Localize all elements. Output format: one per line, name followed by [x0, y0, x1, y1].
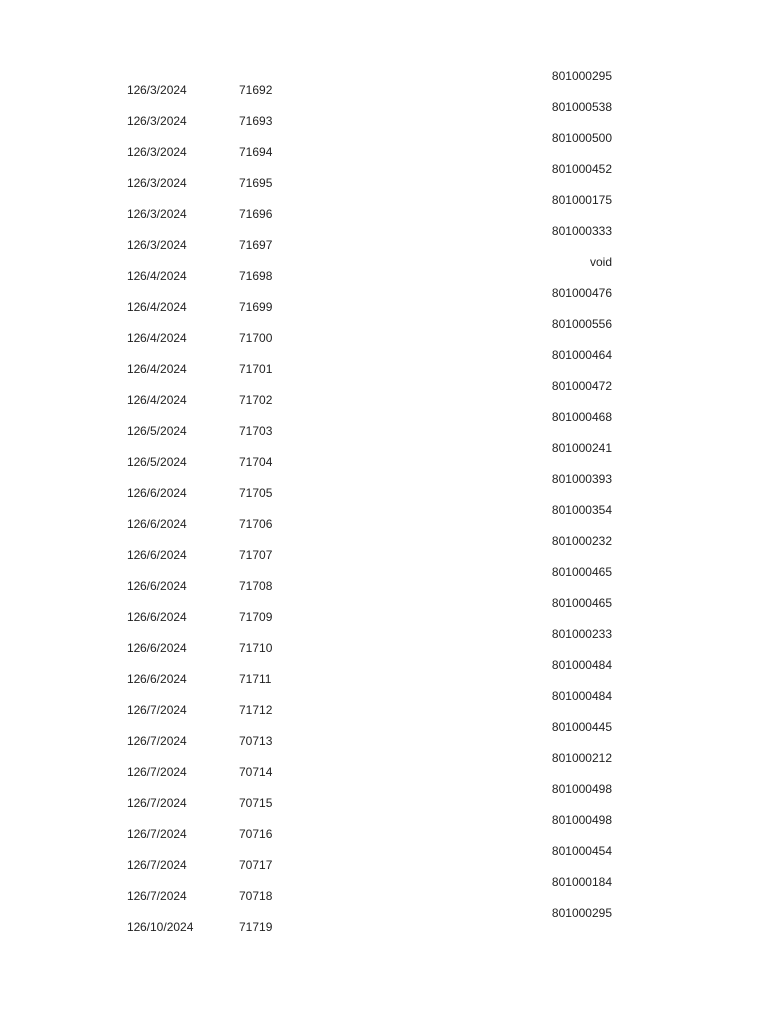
table-row: [0, 889, 320, 920]
check-number-cell: 71702: [239, 393, 273, 407]
account-id-cell: 801000354: [551, 503, 612, 517]
table-row: [0, 641, 320, 672]
account-id-cell: 801000232: [551, 534, 612, 548]
period-cell: 12: [127, 238, 141, 252]
table-row: [0, 176, 320, 207]
account-id-cell: 801000498: [551, 782, 612, 796]
table-row: [0, 269, 320, 300]
period-cell: 12: [127, 300, 141, 314]
period-cell: 12: [127, 641, 141, 655]
date-cell: 6/6/2024: [140, 548, 187, 562]
account-id-cell: 801000454: [551, 844, 612, 858]
date-cell: 6/7/2024: [140, 889, 187, 903]
check-number-cell: 70716: [239, 827, 273, 841]
period-cell: 12: [127, 145, 141, 159]
date-cell: 6/4/2024: [140, 300, 187, 314]
account-id-cell: 801000538: [551, 100, 612, 114]
table-row: [0, 83, 320, 114]
date-cell: 6/6/2024: [140, 641, 187, 655]
period-cell: 12: [127, 796, 141, 810]
table-row: [0, 672, 320, 703]
date-cell: 6/3/2024: [140, 176, 187, 190]
table-row: [0, 486, 320, 517]
check-number-cell: 71707: [239, 548, 273, 562]
table-row: [0, 393, 320, 424]
account-id-cell: 801000465: [551, 596, 612, 610]
check-number-cell: 71698: [239, 269, 273, 283]
check-number-cell: 71712: [239, 703, 273, 717]
period-cell: 12: [127, 703, 141, 717]
check-number-cell: 71693: [239, 114, 273, 128]
table-row: [0, 858, 320, 889]
date-cell: 6/6/2024: [140, 672, 187, 686]
check-number-cell: 71694: [239, 145, 273, 159]
table-row: [0, 145, 320, 176]
account-id-cell: 801000476: [551, 286, 612, 300]
check-number-cell: 71696: [239, 207, 273, 221]
check-number-cell: 71711: [239, 672, 272, 686]
date-cell: 6/7/2024: [140, 703, 187, 717]
table-row: [0, 455, 320, 486]
period-cell: 12: [127, 269, 141, 283]
check-number-cell: 70715: [239, 796, 273, 810]
check-number-cell: 71705: [239, 486, 273, 500]
account-id-cell: 801000175: [551, 193, 612, 207]
date-cell: 6/4/2024: [140, 269, 187, 283]
date-cell: 6/7/2024: [140, 734, 187, 748]
period-cell: 12: [127, 424, 141, 438]
check-number-cell: 70713: [239, 734, 273, 748]
date-cell: 6/3/2024: [140, 238, 187, 252]
table-row: [0, 765, 320, 796]
account-id-cell: 801000468: [551, 410, 612, 424]
period-cell: 12: [127, 734, 141, 748]
account-id-cell: 801000445: [551, 720, 612, 734]
period-cell: 12: [127, 548, 141, 562]
period-cell: 12: [127, 331, 141, 345]
table-row: [0, 920, 320, 951]
table-row: [0, 548, 320, 579]
check-number-cell: 70718: [239, 889, 273, 903]
table-row: [0, 238, 320, 269]
check-number-cell: 71695: [239, 176, 273, 190]
account-id-cell: 801000241: [551, 441, 612, 455]
account-id-cell: 801000295: [551, 69, 612, 83]
check-number-cell: 71706: [239, 517, 273, 531]
date-cell: 6/6/2024: [140, 486, 187, 500]
account-id-cell: 801000500: [551, 131, 612, 145]
date-cell: 6/7/2024: [140, 765, 187, 779]
date-cell: 6/6/2024: [140, 517, 187, 531]
check-number-cell: 71700: [239, 331, 273, 345]
table-row: [0, 734, 320, 765]
date-cell: 6/4/2024: [140, 331, 187, 345]
account-id-cell: 801000333: [551, 224, 612, 238]
check-number-cell: 71704: [239, 455, 273, 469]
table-row: [0, 703, 320, 734]
table-row: [0, 579, 320, 610]
period-cell: 12: [127, 858, 141, 872]
table-row: [0, 827, 320, 858]
table-row: [0, 300, 320, 331]
table-row: [0, 114, 320, 145]
table-row: [0, 610, 320, 641]
check-number-cell: 71708: [239, 579, 273, 593]
account-id-cell: 801000464: [551, 348, 612, 362]
account-id-cell: void: [589, 255, 612, 269]
period-cell: 12: [127, 114, 141, 128]
date-cell: 6/7/2024: [140, 858, 187, 872]
table-row: [0, 796, 320, 827]
period-cell: 12: [127, 827, 141, 841]
date-cell: 6/6/2024: [140, 579, 187, 593]
account-id-cell: 801000295: [551, 906, 612, 920]
date-cell: 6/3/2024: [140, 83, 187, 97]
date-cell: 6/5/2024: [140, 424, 187, 438]
check-number-cell: 71692: [239, 83, 273, 97]
table-row: [0, 362, 320, 393]
account-id-cell: 801000184: [551, 875, 612, 889]
period-cell: 12: [127, 889, 141, 903]
check-number-cell: 70714: [239, 765, 273, 779]
table-row: [0, 207, 320, 238]
date-cell: 6/7/2024: [140, 796, 187, 810]
date-cell: 6/3/2024: [140, 145, 187, 159]
account-id-column: [500, 69, 612, 937]
date-cell: 6/3/2024: [140, 207, 187, 221]
account-id-cell: 801000452: [551, 162, 612, 176]
account-id-cell: 801000393: [551, 472, 612, 486]
check-register-rows: [0, 83, 320, 951]
check-number-cell: 71719: [239, 920, 273, 934]
period-cell: 12: [127, 610, 141, 624]
check-number-cell: 70717: [239, 858, 273, 872]
check-number-cell: 71699: [239, 300, 273, 314]
check-number-cell: 71703: [239, 424, 273, 438]
period-cell: 12: [127, 517, 141, 531]
check-number-cell: 71697: [239, 238, 273, 252]
date-cell: 6/7/2024: [140, 827, 187, 841]
table-row: [0, 331, 320, 362]
account-id-cell: 801000233: [551, 627, 612, 641]
period-cell: 12: [127, 83, 141, 97]
period-cell: 12: [127, 920, 141, 934]
period-cell: 12: [127, 455, 141, 469]
date-cell: 6/3/2024: [140, 114, 187, 128]
account-id-cell: 801000465: [551, 565, 612, 579]
table-row: [0, 424, 320, 455]
table-row: [0, 517, 320, 548]
account-id-cell: 801000484: [551, 658, 612, 672]
period-cell: 12: [127, 362, 141, 376]
check-number-cell: 71710: [239, 641, 273, 655]
date-cell: 6/6/2024: [140, 610, 187, 624]
date-cell: 6/4/2024: [140, 362, 187, 376]
check-number-cell: 71701: [239, 362, 273, 376]
period-cell: 12: [127, 393, 141, 407]
account-id-cell: 801000556: [551, 317, 612, 331]
account-id-cell: 801000498: [551, 813, 612, 827]
date-cell: 6/5/2024: [140, 455, 187, 469]
period-cell: 12: [127, 579, 141, 593]
account-id-cell: 801000212: [551, 751, 612, 765]
period-cell: 12: [127, 176, 141, 190]
period-cell: 12: [127, 672, 141, 686]
account-id-cell: 801000484: [551, 689, 612, 703]
date-cell: 6/4/2024: [140, 393, 187, 407]
account-id-cell: 801000472: [551, 379, 612, 393]
period-cell: 12: [127, 486, 141, 500]
period-cell: 12: [127, 765, 141, 779]
period-cell: 12: [127, 207, 141, 221]
date-cell: 6/10/2024: [140, 920, 194, 934]
check-number-cell: 71709: [239, 610, 273, 624]
